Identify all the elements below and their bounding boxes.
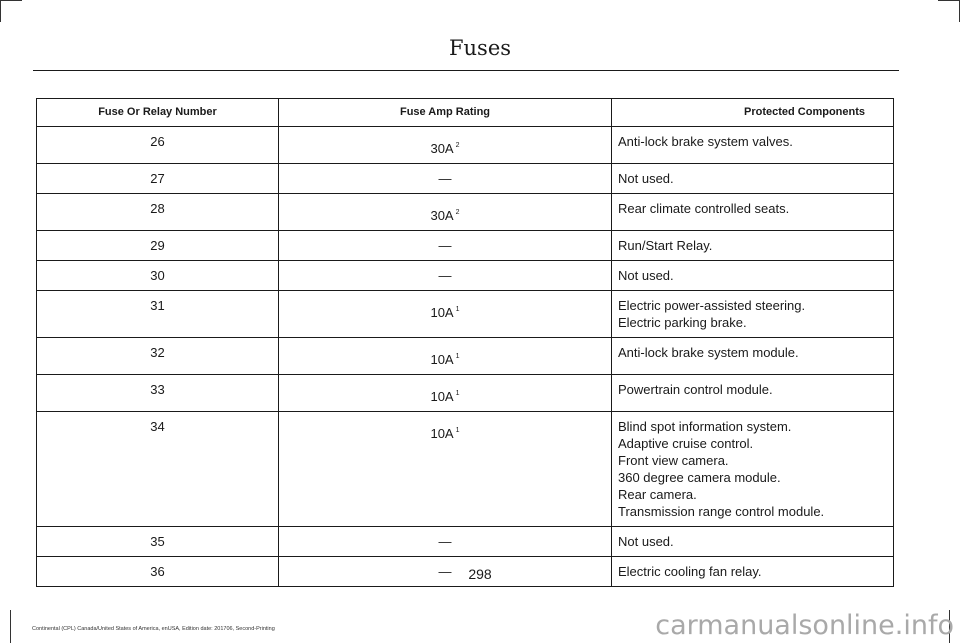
- amp-rating-cell: [279, 194, 612, 231]
- table-row: [37, 375, 894, 412]
- crop-mark: [938, 0, 960, 1]
- table-row: [37, 291, 894, 338]
- protected-components-cell: [612, 127, 894, 164]
- amp-rating-cell: [279, 164, 612, 194]
- protected-components-cell: [612, 164, 894, 194]
- column-header-amp: Fuse Amp Rating: [279, 99, 612, 127]
- component-line: Front view camera.: [618, 453, 729, 468]
- table-row: [37, 127, 894, 164]
- table-row: [37, 231, 894, 261]
- watermark: carmanualsonline.info: [655, 610, 954, 641]
- amp-rating-cell: [279, 412, 612, 527]
- protected-components-cell: [612, 375, 894, 412]
- fuse-number-cell: 27: [37, 164, 279, 194]
- component-line: Anti-lock brake system valves.: [618, 134, 793, 149]
- title-rule: [33, 70, 899, 71]
- component-line: Electric cooling fan relay.: [618, 564, 762, 579]
- fuse-table: [36, 98, 894, 587]
- protected-components-cell: [612, 231, 894, 261]
- fuse-number-cell: 34: [37, 412, 279, 527]
- table-row: [37, 338, 894, 375]
- fuse-number-cell: 26: [37, 127, 279, 164]
- amp-value: —: [438, 238, 452, 253]
- amp-value: 10A: [430, 426, 454, 441]
- fuse-number-cell: 33: [37, 375, 279, 412]
- component-line: Blind spot information system.: [618, 419, 792, 434]
- fuse-number-cell: 28: [37, 194, 279, 231]
- amp-rating-cell: [279, 527, 612, 557]
- amp-value: —: [438, 171, 452, 186]
- page-number: 298: [468, 566, 492, 582]
- component-line: Electric power-assisted steering.: [618, 298, 806, 313]
- protected-components-cell: [612, 261, 894, 291]
- component-line: Not used.: [618, 534, 674, 549]
- protected-components-cell: [612, 194, 894, 231]
- page-title: Fuses: [448, 36, 512, 60]
- component-line: Not used.: [618, 268, 674, 283]
- amp-rating-cell: [279, 127, 612, 164]
- amp-value: 10A: [430, 389, 454, 404]
- crop-mark: [0, 0, 22, 1]
- table-header-row: [37, 99, 894, 127]
- footnote-marker: 1: [455, 390, 460, 397]
- table-row: [37, 527, 894, 557]
- amp-value: —: [438, 268, 452, 283]
- fuse-number-cell: 29: [37, 231, 279, 261]
- fuse-table-body: [37, 127, 894, 587]
- footnote-marker: 1: [455, 353, 460, 360]
- component-line: Rear camera.: [618, 487, 697, 502]
- fuse-number-cell: 31: [37, 291, 279, 338]
- footnote-marker: 2: [455, 142, 460, 149]
- table-row: [37, 164, 894, 194]
- component-line: Adaptive cruise control.: [618, 436, 754, 451]
- amp-value: 30A: [430, 208, 454, 223]
- fuse-number-cell: 35: [37, 527, 279, 557]
- component-line: Anti-lock brake system module.: [618, 345, 799, 360]
- protected-components-cell: [612, 527, 894, 557]
- component-line: Powertrain control module.: [618, 382, 773, 397]
- fuse-number-cell: 30: [37, 261, 279, 291]
- component-line: 360 degree camera module.: [618, 470, 781, 485]
- table-row: [37, 412, 894, 527]
- crop-mark: [10, 610, 11, 643]
- protected-components-cell: [612, 291, 894, 338]
- footnote-marker: 1: [455, 306, 460, 313]
- amp-value: 10A: [430, 305, 454, 320]
- component-line: Transmission range control module.: [618, 504, 825, 519]
- component-line: Not used.: [618, 171, 674, 186]
- fuse-number-cell: 36: [37, 557, 279, 587]
- protected-components-cell: [612, 338, 894, 375]
- component-line: Electric parking brake.: [618, 315, 747, 330]
- amp-value: 10A: [430, 352, 454, 367]
- component-line: Run/Start Relay.: [618, 238, 713, 253]
- crop-mark: [0, 0, 1, 22]
- amp-rating-cell: [279, 291, 612, 338]
- footnote-marker: 2: [455, 209, 460, 216]
- protected-components-cell: [612, 412, 894, 527]
- amp-rating-cell: [279, 375, 612, 412]
- amp-rating-cell: [279, 231, 612, 261]
- amp-rating-cell: [279, 261, 612, 291]
- table-row: [37, 194, 894, 231]
- edition-footer: Continental (CPL) Canada/United States of America, enUSA, Edition date: 201706, Second-Printing: [32, 626, 275, 632]
- column-header-fuse: Fuse Or Relay Number: [37, 99, 279, 127]
- footnote-marker: 1: [455, 427, 460, 434]
- table-row: [37, 261, 894, 291]
- amp-rating-cell: [279, 338, 612, 375]
- component-line: Rear climate controlled seats.: [618, 201, 790, 216]
- amp-value: —: [438, 564, 452, 579]
- amp-value: —: [438, 534, 452, 549]
- amp-value: 30A: [430, 141, 454, 156]
- column-header-components: Protected Components: [612, 99, 894, 127]
- fuse-number-cell: 32: [37, 338, 279, 375]
